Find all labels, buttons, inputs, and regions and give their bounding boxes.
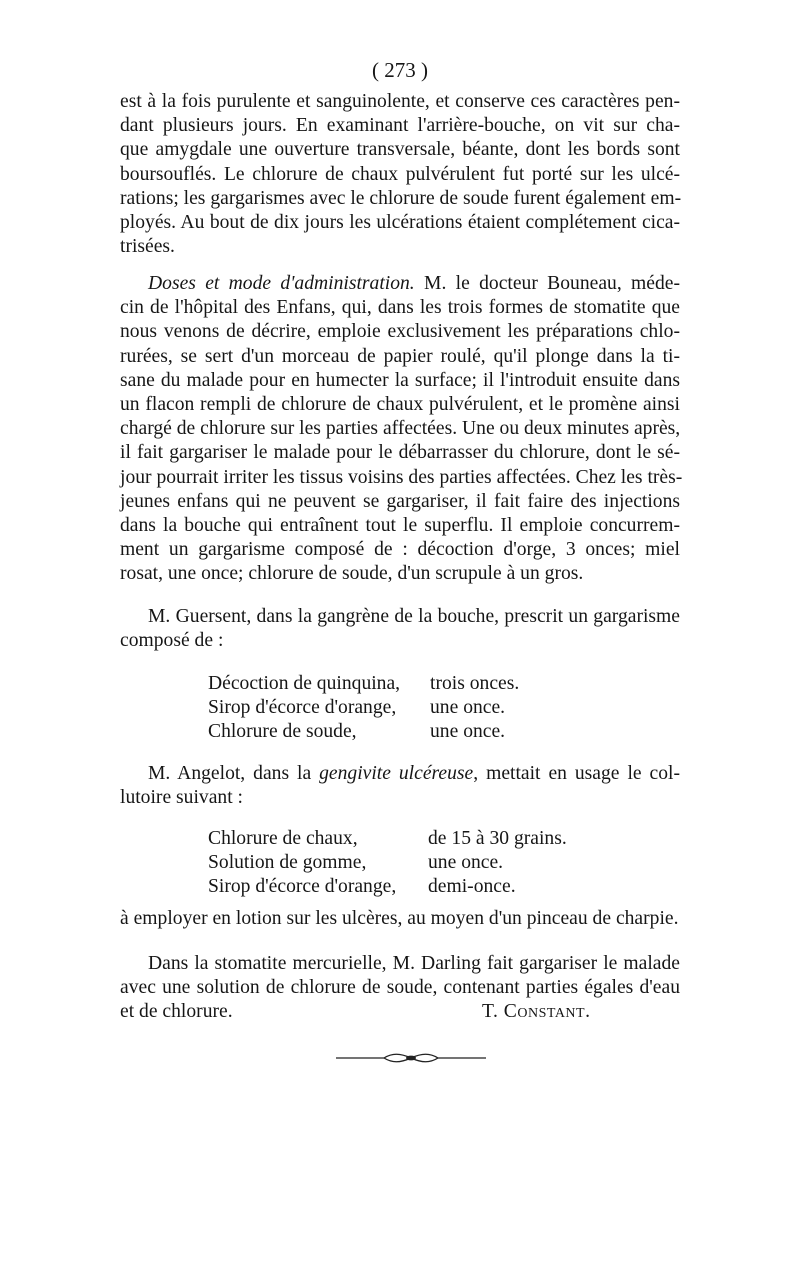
end-ornament-icon xyxy=(336,1052,486,1064)
recipe-row xyxy=(208,827,648,851)
paragraph-doses-administration xyxy=(120,272,683,586)
text-line: boursouflés. Le chlorure de chaux pulvérulent fut porté sur les ulcé- xyxy=(120,163,680,185)
dose: une once. xyxy=(428,852,504,874)
text-line: avec une solution de chlorure de soude, contenant parties égales d'eau xyxy=(120,977,680,999)
paragraph-lotion xyxy=(120,907,680,931)
text-line: sane du malade pour en humecter la surface; il l'introduit ensuite dans xyxy=(120,369,680,391)
ingredient: Sirop d'écorce d'orange, xyxy=(208,876,397,898)
text-line: composé de : xyxy=(120,630,224,652)
text-line: à employer en lotion sur les ulcères, au moyen d'un pinceau de charpie. xyxy=(120,908,679,929)
text-line: ployés. Au bout de dix jours les ulcérations étaient complétement cica- xyxy=(120,211,680,233)
text-line: trisées. xyxy=(120,236,175,258)
dose: de 15 à 30 grains. xyxy=(428,828,567,849)
section-heading: Doses et mode d'administration. xyxy=(148,273,415,294)
paragraph-case-conclusion xyxy=(120,90,680,259)
text-line: rations; les gargarismes avec le chlorure de soude furent également em- xyxy=(120,187,682,209)
recipe-row xyxy=(208,875,648,899)
text-line: jeunes enfans qui ne peuvent se gargariser, il fait faire des injections xyxy=(120,490,680,512)
text-line xyxy=(120,272,680,296)
text-line: un flacon rempli de chlorure de chaux pulvérulent, et le promène ainsi xyxy=(120,393,680,415)
recipe-row xyxy=(208,696,648,720)
angelot-continuation: , mettait en usage le col- xyxy=(473,763,680,784)
author-signature: T. Constant. xyxy=(482,1001,591,1022)
text-line: il fait gargariser le malade pour le débarrasser du chlorure, dont le sé- xyxy=(120,442,680,464)
ingredient: Décoction de quinquina, xyxy=(208,673,401,694)
recipe-row xyxy=(208,672,648,696)
angelot-intro: M. Angelot, dans la xyxy=(148,763,312,784)
dose: une once. xyxy=(430,721,506,743)
text-line: lutoire suivant : xyxy=(120,787,243,809)
recipe-row xyxy=(208,851,648,875)
text-line: rurées, se sert d'un morceau de papier roulé, qu'il plonge dans la ti- xyxy=(120,345,680,367)
italic-term: gengivite ulcéreuse xyxy=(319,763,474,784)
ingredient: Chlorure de soude, xyxy=(208,721,357,743)
paragraph-angelot xyxy=(120,762,680,810)
text-line: M. Guersent, dans la gangrène de la bouche, prescrit un gargarisme xyxy=(148,606,680,627)
text-line: ment un gargarisme composé de : décoction d'orge, 3 onces; miel xyxy=(120,539,680,561)
paragraph-guersent xyxy=(120,605,680,653)
paragraph-darling xyxy=(120,952,680,1000)
dose: demi-once. xyxy=(428,876,516,898)
text-line: et de chlorure. xyxy=(120,1001,233,1022)
text-line: chargé de chlorure sur les parties affectées. Une ou deux minutes après, xyxy=(120,418,681,440)
page-number: ( 273 ) xyxy=(372,58,428,82)
recipe-guersent xyxy=(208,672,648,745)
text-line xyxy=(120,762,680,786)
text-line: est à la fois purulente et sanguinolente, et conserve ces caractères pen- xyxy=(120,91,680,112)
ingredient: Chlorure de chaux, xyxy=(208,828,358,849)
text-line: jour pourrait irriter les tissus voisins des parties affectées. Chez les très- xyxy=(120,466,683,488)
text-line: dans la bouche qui entraînent tout le superflu. Il emploie concurrem- xyxy=(120,514,680,536)
dose: une once. xyxy=(430,697,506,719)
text-line: Dans la stomatite mercurielle, M. Darling fait gargariser le malade xyxy=(148,953,680,974)
ornament-center xyxy=(406,1056,416,1061)
dose: trois onces. xyxy=(430,673,520,694)
text-line: que amygdale une ouverture transversale, béante, dont les bords sont xyxy=(120,139,680,161)
ingredient: Solution de gomme, xyxy=(208,852,367,874)
text-line: cin de l'hôpital des Enfans, qui, dans les trois formes de stomatite que xyxy=(120,297,680,319)
recipe-row xyxy=(208,720,648,744)
ingredient: Sirop d'écorce d'orange, xyxy=(208,697,397,719)
recipe-angelot xyxy=(208,827,648,900)
text-line: nous venons de décrire, emploie exclusivement les préparations chlo- xyxy=(120,321,680,343)
text-line: dant plusieurs jours. En examinant l'arrière-bouche, on vit sur cha- xyxy=(120,115,680,137)
text-line: rosat, une once; chlorure de soude, d'un scrupule à un gros. xyxy=(120,563,584,585)
heading-continuation: M. le docteur Bouneau, méde- xyxy=(424,273,680,294)
